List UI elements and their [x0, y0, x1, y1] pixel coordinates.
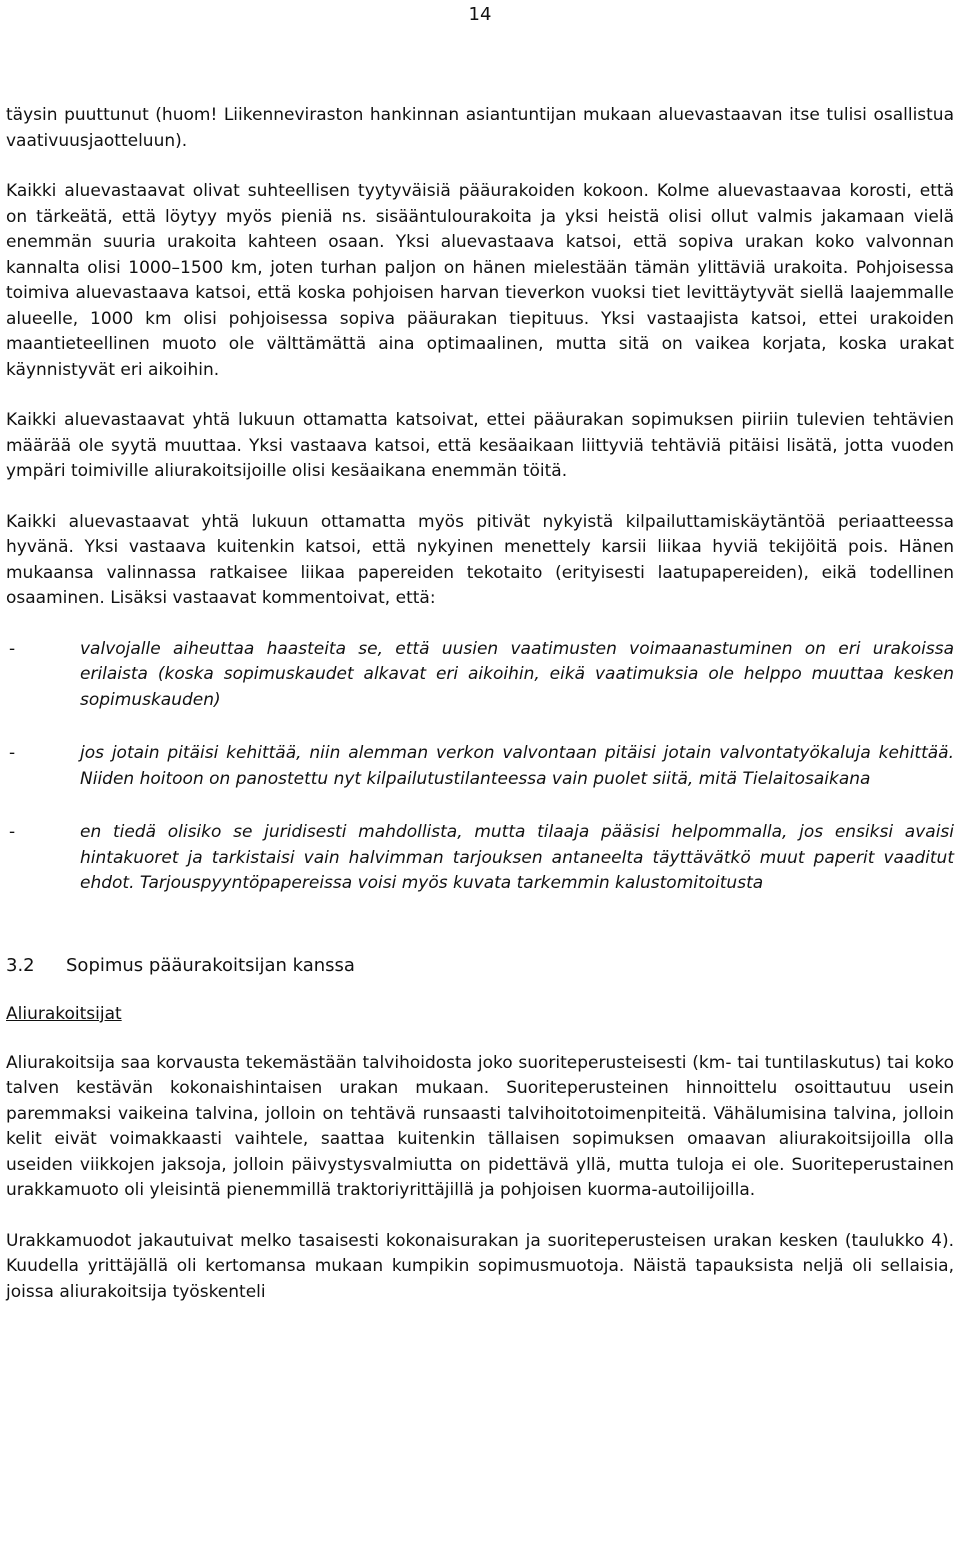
paragraph: Kaikki aluevastaavat olivat suhteellisen tyytyväisiä pääurakoiden kokoon. Kolme aluevastaavaa korosti, että on tärkeätä, että löytyy myös pieniä ns. sisääntulourakoita ja yksi heistä olisi ollut valmis jakamaan vielä enemmän suuria urakoita kahteen osaan. Yksi aluevastaava katsoi, että sopiva urakan koko valvonnan kannalta olisi 1000–1500 km, joten turhan paljon on hänen mielestään tämän ylittäviä urakoita. Pohjoisessa toimiva aluevastaava katsoi, että koska pohjoisen harvan tieverkon vuoksi tiet levittäytyvät siellä laajemmalle alueelle, 1000 km olisi pohjoisessa sopiva pääurakan tiepituus. Yksi vastaajista katsoi, ettei urakoiden maantieteellinen muoto ole välttämättä aina optimaalinen, mutta sitä on vaikea korjata, koska urakat käynnistyvät eri aikoihin. [6, 181, 954, 380]
paragraph: täysin puuttunut (huom! Liikenneviraston hankinnan asiantuntijan mukaan aluevastaavan itse tulisi osallistua vaativuusjaotteluun). [6, 105, 954, 151]
paragraph: Urakkamuodot jakautuivat melko tasaisesti kokonaisurakan ja suoriteperusteisen urakan kesken (taulukko 4). Kuudella yrittäjällä oli kertomansa mukaan kumpikin sopimusmuotoja. Näistä tapauksista neljä oli sellaisia, joissa aliurakoitsija työskenteli [6, 1230, 954, 1302]
paragraph: Aliurakoitsija saa korvausta tekemästään talvihoidosta joko suoriteperusteisesti (km- tai tuntilaskutus) tai koko talven kestävän kokonaishintaisen urakan mukaan. Suoriteperusteinen hinnoittelu osoittautuu usein paremmaksi vaikeina talvina, jolloin on tehtävä runsaasti talvihoitotoimenpiteitä. Vähälumisina talvina, jolloin kelit eivät voimakkaasti vaihtele, saattaa kuitenkin tällaisen sopimuksen omaavan aliurakoitsijoilla olla useiden viikkojen jaksoja, jolloin päivystysvalmiutta on pidettävä yllä, mutta tuloja ei ole. Suoriteperustainen urakkamuoto oli yleisintä pienemmillä traktoriyrittäjillä ja pohjoisen kuorma-autoilijoilla. [6, 1052, 954, 1200]
list-item [6, 741, 954, 792]
page-number: 14 [468, 4, 492, 25]
list-item [6, 820, 954, 897]
list-item-text: jos jotain pitäisi kehittää, niin alemman verkon valvontaan pitäisi jotain valvontatyökaluja kehittää. Niiden hoitoon on panostettu nyt kilpailutustilanteessa vain puolet siitä, mitä Tielaitosaikana [80, 743, 954, 789]
subheading: Aliurakoitsijat [6, 1004, 122, 1024]
section-number: 3.2 [6, 954, 35, 976]
section-heading [6, 953, 954, 979]
list-item-text: en tiedä olisiko se juridisesti mahdollista, mutta tilaaja pääsisi helpommalla, jos ensiksi avaisi hintakuoret ja tarkistaisi vain halvimman tarjouksen antaneelta täyttävätkö muut paperit vaaditut ehdot. Tarjouspyyntöpapereissa voisi myös kuvata tarkemmin kalustomitoitusta [80, 822, 954, 893]
paragraph: Kaikki aluevastaavat yhtä lukuun ottamatta katsoivat, ettei pääurakan sopimuksen piiriin tulevien tehtävien määrää ole syytä muuttaa. Yksi vastaava katsoi, että kesäaikaan liittyviä tehtäviä pitäisi lisätä, jotta vuoden ympäri toimiville aliurakoitsijoille olisi kesäaikana enemmän töitä. [6, 410, 954, 481]
comment-list [6, 637, 954, 897]
list-item [6, 637, 954, 714]
list-dash: - [9, 822, 16, 842]
document-body [6, 103, 954, 1330]
list-dash: - [9, 743, 16, 763]
list-item-text: valvojalle aiheuttaa haasteita se, että uusien vaatimusten voimaanastuminen on eri urakoissa erilaista (koska sopimuskaudet alkavat eri aikoihin, eikä vaatimuksia ole helppo muuttaa kesken sopimuskauden) [80, 638, 954, 710]
section-title: Sopimus pääurakoitsijan kanssa [66, 954, 355, 976]
paragraph: Kaikki aluevastaavat yhtä lukuun ottamatta myös pitivät nykyistä kilpailuttamiskäytäntöä periaatteessa hyvänä. Yksi vastaava kuitenkin katsoi, että nykyinen menettely karsii liikaa hyviä tekijöitä pois. Hänen mukaansa valinnassa ratkaisee liikaa papereiden tekotaito (erityisesti laatupapereiden), eikä todellinen osaaminen. Lisäksi vastaavat kommentoivat, että: [6, 511, 954, 608]
list-dash: - [9, 638, 16, 659]
